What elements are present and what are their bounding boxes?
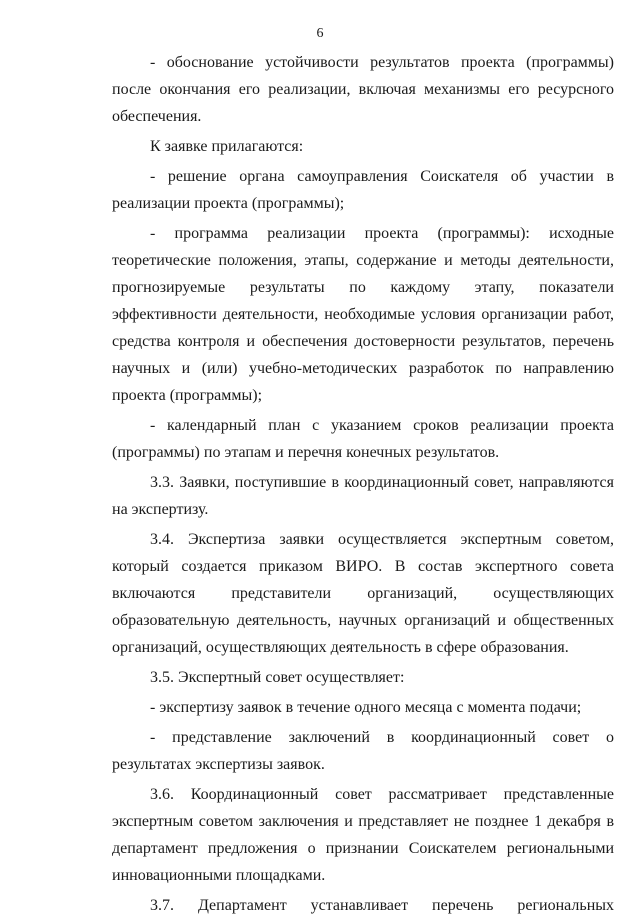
paragraph-conclusions: - представление заключений в координационный совет о результатах экспертизы заявок. [112, 729, 614, 773]
paragraph-expertise-term: - экспертизу заявок в течение одного месяца с момента подачи; [150, 699, 582, 716]
paragraph-section-3-6: 3.6. Координационный совет рассматривает представленные экспертным советом заключения и представляет не позднее 1 декабря в департамент предложения о признании Соискателем региональными инновационными площадками. [112, 786, 614, 884]
paragraph-section-3-3: 3.3. Заявки, поступившие в координационный совет, направляются на экспертизу. [112, 474, 614, 518]
paragraph-calendar-plan: - календарный план с указанием сроков реализации проекта (программы) по этапам и перечня конечных результатов. [112, 417, 614, 461]
paragraph-attachments-heading: К заявке прилагаются: [150, 138, 304, 155]
paragraph-section-3-5: 3.5. Экспертный совет осуществляет: [150, 669, 405, 686]
document-body [112, 49, 614, 919]
paragraph-implementation-program: - программа реализации проекта (программы): исходные теоретические положения, этапы, содержание и методы деятельности, прогнозируемые результаты по каждому этапу, показатели эффективности деятельности, необходимые условия организации работ, средства контроля и обеспечения достоверности результатов, перечень научных и (или) учебно-методических разработок по направлению проекта (программы); [112, 225, 614, 404]
paragraph-section-3-4: 3.4. Экспертиза заявки осуществляется экспертным советом, который создается приказом ВИРО. В состав экспертного совета включаются представители организаций, осуществляющих образовательную деятельность, научных организаций и общественных организаций, осуществляющих деятельность в сфере образования. [112, 531, 614, 656]
page-number: 6 [316, 26, 324, 41]
paragraph-self-government-decision: - решение органа самоуправления Соискателя об участии в реализации проекта (программы); [112, 168, 614, 212]
paragraph-section-3-7: 3.7. Департамент устанавливает перечень региональных [150, 897, 614, 914]
paragraph-sustainability: - обоснование устойчивости результатов проекта (программы) после окончания его реализации, включая механизмы его ресурсного обеспечения. [112, 54, 614, 125]
